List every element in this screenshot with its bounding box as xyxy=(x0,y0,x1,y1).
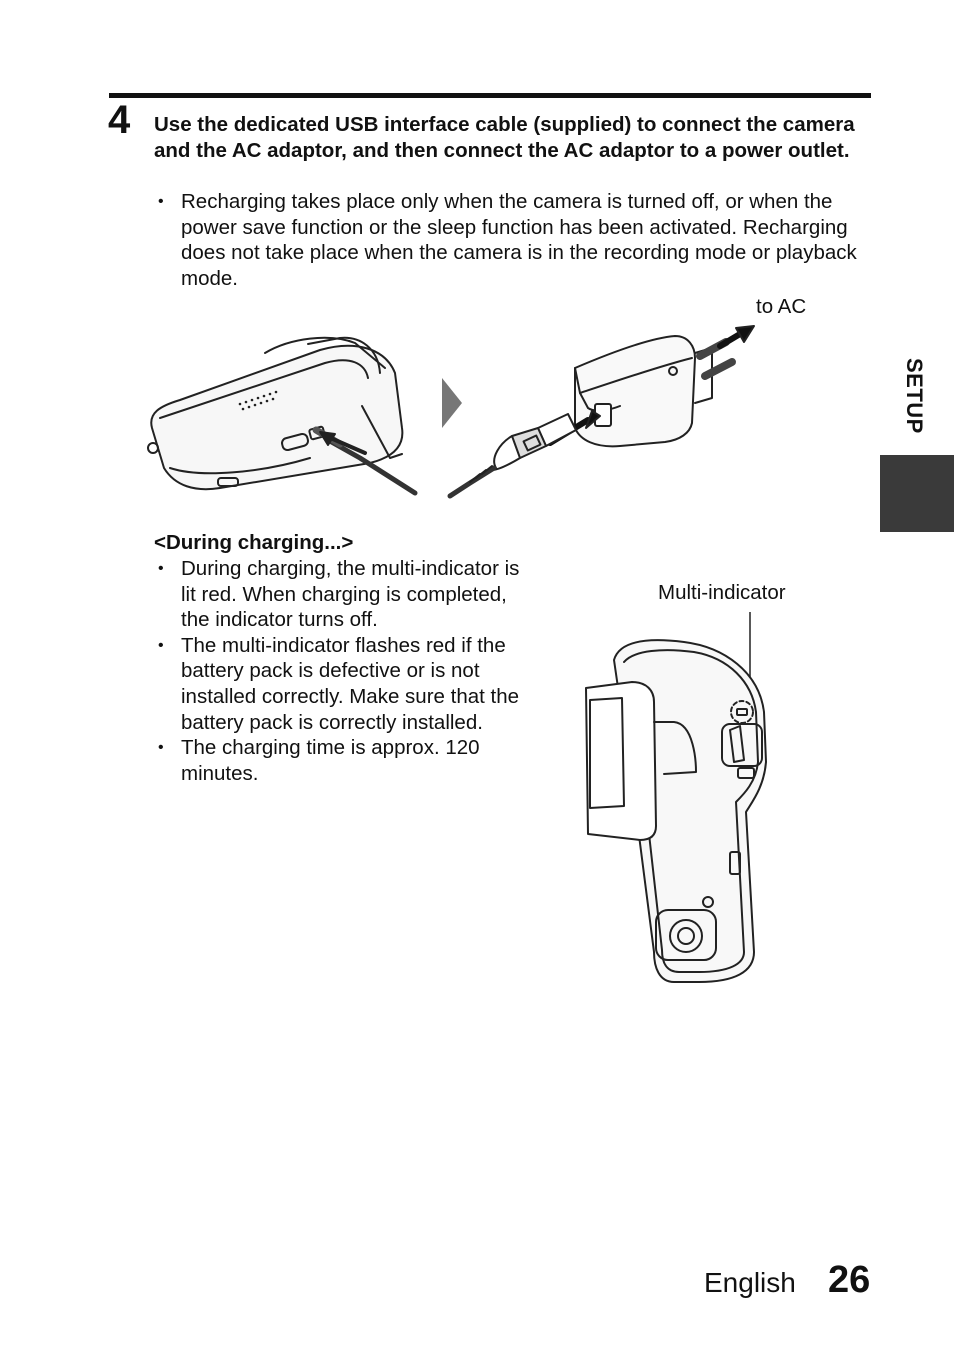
setup-tab xyxy=(880,455,954,532)
charging-heading: <During charging...> xyxy=(154,531,354,554)
charging-note: • The multi-indicator flashes red if the battery pack is defective or is not installed correctly. Make sure that the battery pack is correctly installed. xyxy=(154,633,524,735)
step-note: • Recharging takes place only when the camera is turned off, or when the power save function or the sleep function has been activated. Recharging does not take place when the camera is in the recording mode or playback mode. xyxy=(154,189,874,291)
top-rule xyxy=(109,93,871,98)
page-number: 26 xyxy=(828,1259,871,1301)
step-number: 4 xyxy=(108,98,131,142)
to-ac-label: to AC xyxy=(756,295,807,318)
charging-connection-illustration xyxy=(140,318,780,518)
charging-notes xyxy=(154,556,524,786)
step-title: Use the dedicated USB interface cable (supplied) to connect the camera and the AC adaptor, and then connect the AC adaptor to a power outlet. xyxy=(154,113,855,162)
charging-note: • The charging time is approx. 120 minutes. xyxy=(154,735,524,786)
step-notes xyxy=(154,189,874,291)
footer-language: English xyxy=(704,1267,796,1298)
multi-indicator-illustration xyxy=(584,612,784,986)
setup-tab-label: SETUP xyxy=(902,358,927,434)
multi-indicator-label: Multi-indicator xyxy=(658,581,786,604)
charging-note: • During charging, the multi-indicator is lit red. When charging is completed, the indicator turns off. xyxy=(154,556,524,633)
